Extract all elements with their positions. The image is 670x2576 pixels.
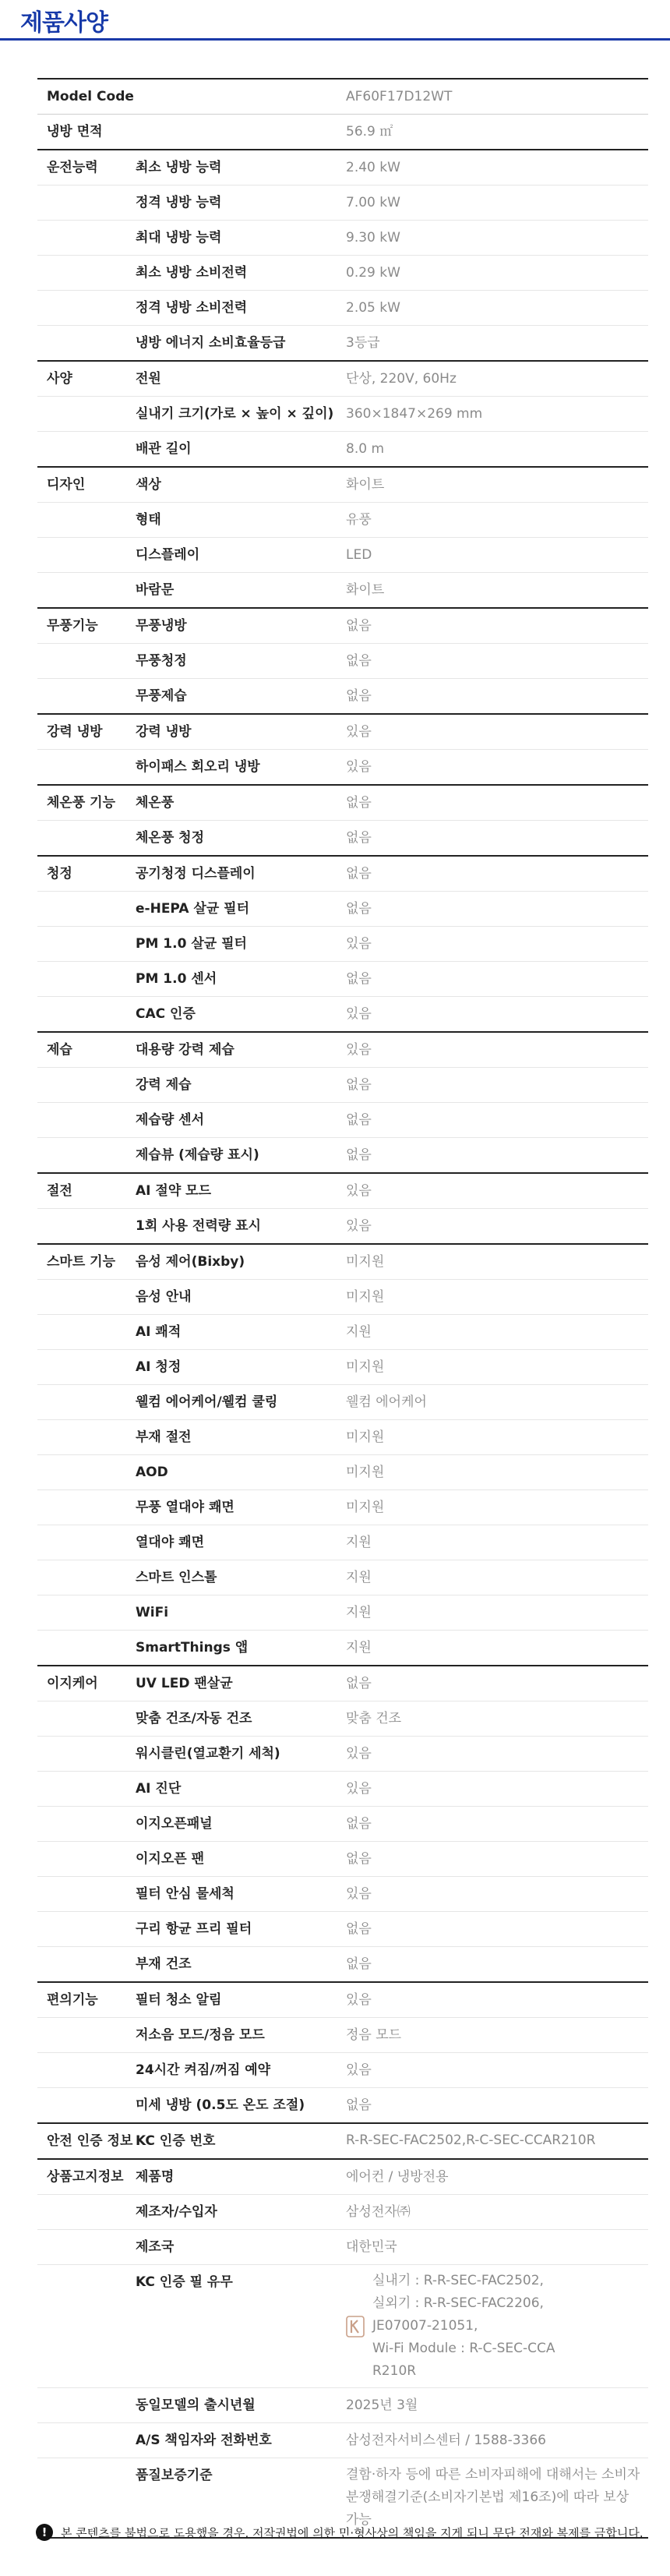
- spec-label: 정격 냉방 소비전력: [136, 300, 248, 316]
- spec-row: [37, 2088, 648, 2122]
- spec-row: [37, 2265, 648, 2388]
- spec-label: KC 인증 필 유무: [136, 2274, 233, 2290]
- spec-row: [37, 1209, 648, 1243]
- spec-row: [37, 1666, 648, 1701]
- spec-label: 1회 사용 전력량 표시: [136, 1218, 261, 1234]
- kc-cert-value: [346, 2265, 648, 2387]
- spec-value: 있음: [346, 936, 372, 952]
- spec-value: 없음: [346, 1851, 372, 1867]
- spec-row: [37, 1033, 648, 1068]
- spec-row: [37, 2018, 648, 2053]
- spec-row: [37, 2160, 648, 2195]
- spec-label: e-HEPA 살균 필터: [136, 901, 250, 917]
- spec-group: [37, 80, 648, 115]
- spec-value: 있음: [346, 1006, 372, 1022]
- spec-label: 무풍 열대야 쾌면: [136, 1500, 235, 1515]
- spec-row: [37, 1174, 648, 1209]
- spec-row: [37, 150, 648, 186]
- spec-row: [37, 857, 648, 892]
- spec-label: 최대 냉방 능력: [136, 230, 222, 246]
- spec-label: 부재 건조: [136, 1956, 192, 1972]
- spec-row: [37, 432, 648, 466]
- spec-row: [37, 1525, 648, 1560]
- spec-value: 없음: [346, 1921, 372, 1937]
- spec-row: [37, 186, 648, 221]
- spec-label: 저소음 모드/정음 모드: [136, 2027, 265, 2043]
- spec-label: 이지오픈 팬: [136, 1851, 205, 1867]
- spec-row: [37, 1560, 648, 1595]
- spec-group-label: 무풍기능: [47, 618, 98, 634]
- spec-label: 바람문: [136, 582, 175, 598]
- spec-group-label: 디자인: [47, 477, 86, 493]
- spec-label: 웰컴 에어케어/웰컴 쿨링: [136, 1394, 278, 1410]
- spec-label: UV LED 팬살균: [136, 1676, 233, 1691]
- spec-row: [37, 927, 648, 962]
- spec-value: R-R-SEC-FAC2502,R-C-SEC-CCAR210R: [346, 2133, 596, 2148]
- spec-group-label: 스마트 기능: [47, 1254, 116, 1270]
- spec-label: CAC 인증: [136, 1006, 196, 1022]
- spec-label: AI 쾌적: [136, 1324, 182, 1340]
- spec-value: 2.40 kW: [346, 160, 400, 175]
- spec-group-label: 안전 인증 정보: [47, 2133, 133, 2149]
- spec-row: [37, 1315, 648, 1350]
- spec-value: 없음: [346, 901, 372, 917]
- spec-label: 냉방 에너지 소비효율등급: [136, 335, 286, 351]
- spec-value: 2.05 kW: [346, 300, 400, 316]
- spec-label: 체온풍 청정: [136, 830, 205, 846]
- spec-value: 에어컨 / 냉방전용: [346, 2169, 449, 2185]
- spec-row: [37, 256, 648, 291]
- spec-row: [37, 715, 648, 750]
- spec-row: [37, 1103, 648, 1138]
- spec-label: KC 인증 번호: [136, 2133, 216, 2149]
- spec-row: [37, 962, 648, 997]
- spec-row: [37, 1455, 648, 1490]
- spec-value: 있음: [346, 1042, 372, 1058]
- spec-row: [37, 1420, 648, 1455]
- spec-row: [37, 2195, 648, 2230]
- spec-label: 배관 길이: [136, 441, 192, 457]
- spec-value: 있음: [346, 1746, 372, 1762]
- spec-group: [37, 1174, 648, 1245]
- spec-row: [37, 1385, 648, 1420]
- spec-label: A/S 책임자와 전화번호: [136, 2433, 272, 2448]
- spec-label: 체온풍: [136, 795, 175, 811]
- spec-value: 없음: [346, 1077, 372, 1093]
- spec-row: [37, 1912, 648, 1947]
- spec-value: 대한민국: [346, 2239, 397, 2255]
- spec-row: [37, 538, 648, 573]
- spec-label: 제습뷰 (제습량 표시): [136, 1147, 259, 1163]
- spec-group: [37, 1033, 648, 1174]
- spec-group: [37, 2160, 648, 2539]
- spec-group: [37, 150, 648, 362]
- spec-value: 없음: [346, 653, 372, 669]
- spec-group-label: 체온풍 기능: [47, 795, 116, 811]
- spec-row: [37, 1947, 648, 1981]
- spec-label: 부재 절전: [136, 1429, 192, 1445]
- spec-group: [37, 468, 648, 609]
- spec-value: 3등급: [346, 335, 380, 351]
- spec-row: [37, 326, 648, 360]
- spec-value: 미지원: [346, 1429, 385, 1445]
- spec-group: [37, 1983, 648, 2124]
- spec-group: [37, 609, 648, 715]
- spec-row: [37, 2423, 648, 2458]
- spec-value: 2025년 3월: [346, 2398, 418, 2413]
- spec-label: 정격 냉방 능력: [136, 195, 222, 210]
- copyright-notice: [36, 2524, 644, 2541]
- spec-value: 지원: [346, 1324, 372, 1340]
- spec-label: AI 진단: [136, 1781, 182, 1797]
- spec-label: 대용량 강력 제습: [136, 1042, 235, 1058]
- spec-group-label: 강력 냉방: [47, 724, 103, 740]
- copyright-notice-text: 본 콘텐츠를 불법으로 도용했을 경우, 저작권법에 의한 민·형사상의 책임을 지게 되니 무단 전재와 복제를 금합니다.: [61, 2525, 644, 2540]
- spec-value: 정음 모드: [346, 2027, 402, 2043]
- spec-value: 없음: [346, 1676, 372, 1691]
- spec-value: 있음: [346, 2062, 372, 2078]
- exclamation-icon: !: [36, 2524, 53, 2541]
- spec-row: [37, 644, 648, 679]
- spec-row: [37, 1701, 648, 1737]
- spec-value: LED: [346, 547, 372, 563]
- spec-label: 강력 냉방: [136, 724, 192, 740]
- spec-value: 단상, 220V, 60Hz: [346, 371, 457, 387]
- spec-label: 형태: [136, 512, 161, 528]
- spec-label: 무풍냉방: [136, 618, 187, 634]
- spec-label: 동일모델의 출시년월: [136, 2398, 256, 2413]
- spec-value: 9.30 kW: [346, 230, 400, 246]
- spec-value: 미지원: [346, 1465, 385, 1480]
- spec-label: 전원: [136, 371, 161, 387]
- spec-row: [37, 468, 648, 503]
- spec-group-label: 이지케어: [47, 1676, 98, 1691]
- spec-label: 열대야 쾌면: [136, 1535, 205, 1550]
- spec-value: 지원: [346, 1570, 372, 1585]
- spec-value: 없음: [346, 2097, 372, 2113]
- spec-value: 유풍: [346, 512, 372, 528]
- kc-mark-icon: [346, 2316, 365, 2337]
- spec-label: 디스플레이: [136, 547, 200, 563]
- spec-row: [37, 1842, 648, 1877]
- spec-row: [37, 1350, 648, 1385]
- spec-group: [37, 2124, 648, 2160]
- spec-label: 제조국: [136, 2239, 175, 2255]
- spec-label: 무풍청정: [136, 653, 187, 669]
- spec-group-label: 청정: [47, 866, 72, 882]
- spec-value: 미지원: [346, 1289, 385, 1305]
- spec-row: [37, 997, 648, 1031]
- spec-row: [37, 1490, 648, 1525]
- spec-value: 없음: [346, 1112, 372, 1128]
- spec-label: 제조자/수입자: [136, 2204, 217, 2220]
- kc-cert-line: 실내기 : R-R-SEC-FAC2502,: [372, 2273, 544, 2288]
- spec-row: [37, 503, 648, 538]
- spec-label: AI 청정: [136, 1359, 182, 1375]
- spec-row: [37, 821, 648, 855]
- spec-group-label: 사양: [47, 371, 72, 387]
- spec-label: 실내기 크기(가로 × 높이 × 깊이): [136, 406, 334, 422]
- spec-group-label: 절전: [47, 1183, 72, 1199]
- spec-label: 필터 청소 알림: [136, 1992, 222, 2008]
- spec-row: [37, 786, 648, 821]
- spec-label: 무풍제습: [136, 688, 187, 704]
- spec-row: [37, 1983, 648, 2018]
- spec-table: [37, 78, 648, 2539]
- spec-group-label: 편의기능: [47, 1992, 98, 2008]
- spec-label: PM 1.0 센서: [136, 971, 217, 987]
- spec-row: [37, 2230, 648, 2265]
- kc-cert-line: 실외기 : R-R-SEC-FAC2206,: [372, 2295, 544, 2311]
- spec-label: 공기청정 디스플레이: [136, 866, 256, 882]
- spec-value: 있음: [346, 1886, 372, 1902]
- spec-label: 하이패스 회오리 냉방: [136, 759, 260, 775]
- spec-value: 있음: [346, 759, 372, 775]
- spec-label: AOD: [136, 1465, 168, 1480]
- spec-value: 웰컴 에어케어: [346, 1394, 427, 1410]
- spec-value: 7.00 kW: [346, 195, 400, 210]
- spec-label: AI 절약 모드: [136, 1183, 212, 1199]
- kc-cert-lines: [368, 2270, 555, 2383]
- spec-group: [37, 1245, 648, 1666]
- spec-row: [37, 1068, 648, 1103]
- spec-row: [37, 1772, 648, 1807]
- spec-value: 있음: [346, 724, 372, 740]
- spec-label: 제습량 센서: [136, 1112, 205, 1128]
- spec-label: Model Code: [47, 89, 134, 104]
- spec-value: AF60F17D12WT: [346, 89, 453, 104]
- spec-row: [37, 1737, 648, 1772]
- spec-value: 있음: [346, 1183, 372, 1199]
- spec-label: 냉방 면적: [47, 124, 103, 140]
- spec-label: SmartThings 앱: [136, 1640, 249, 1655]
- spec-group: [37, 362, 648, 468]
- spec-value: 있음: [346, 1992, 372, 2008]
- spec-row: [37, 1595, 648, 1631]
- spec-group-label: 운전능력: [47, 160, 98, 175]
- spec-row: [37, 2388, 648, 2423]
- spec-value: 0.29 kW: [346, 265, 400, 281]
- page-header: [0, 0, 670, 41]
- spec-label: 구리 항균 프리 필터: [136, 1921, 252, 1937]
- spec-value: 삼성전자㈜: [346, 2204, 411, 2220]
- spec-row: [37, 609, 648, 644]
- spec-label: 음성 제어(Bixby): [136, 1254, 245, 1270]
- spec-value: 있음: [346, 1218, 372, 1234]
- kc-cert-line: JE07007-21051,: [372, 2318, 478, 2334]
- spec-row: [37, 1245, 648, 1280]
- spec-label: 음성 안내: [136, 1289, 192, 1305]
- spec-row: [37, 573, 648, 607]
- spec-label: 24시간 켜짐/꺼짐 예약: [136, 2062, 271, 2078]
- spec-value: 삼성전자서비스센터 / 1588-3366: [346, 2433, 546, 2448]
- spec-value: 없음: [346, 618, 372, 634]
- spec-value: 있음: [346, 1781, 372, 1797]
- spec-row: [37, 291, 648, 326]
- spec-row: [37, 362, 648, 397]
- spec-value: 지원: [346, 1640, 372, 1655]
- spec-group: [37, 715, 648, 786]
- spec-row: [37, 1280, 648, 1315]
- spec-value: 미지원: [346, 1359, 385, 1375]
- spec-row: [37, 2053, 648, 2088]
- spec-group: [37, 115, 648, 150]
- spec-label: 워시클린(열교환기 세척): [136, 1746, 280, 1762]
- spec-label: 미세 냉방 (0.5도 온도 조절): [136, 2097, 305, 2113]
- spec-label: 최소 냉방 능력: [136, 160, 222, 175]
- spec-value: 화이트: [346, 477, 385, 493]
- spec-row: [37, 1138, 648, 1172]
- spec-value: 화이트: [346, 582, 385, 598]
- spec-row: [37, 221, 648, 256]
- spec-row: [37, 892, 648, 927]
- spec-row: [37, 1631, 648, 1665]
- spec-value: 56.9 ㎡: [346, 124, 393, 140]
- spec-row: [37, 1877, 648, 1912]
- spec-row: [37, 397, 648, 432]
- spec-value: 미지원: [346, 1500, 385, 1515]
- spec-value: 맞춤 건조: [346, 1711, 402, 1726]
- spec-value: 없음: [346, 1956, 372, 1972]
- spec-value: 360×1847×269 mm: [346, 406, 483, 422]
- kc-cert-line: Wi-Fi Module : R-C-SEC-CCA: [372, 2341, 555, 2356]
- spec-row: [37, 679, 648, 713]
- spec-value: 없음: [346, 1816, 372, 1832]
- spec-value: 없음: [346, 866, 372, 882]
- spec-value: 8.0 m: [346, 441, 384, 457]
- spec-value: 없음: [346, 971, 372, 987]
- spec-group: [37, 1666, 648, 1983]
- spec-group-label: 제습: [47, 1042, 72, 1058]
- spec-label: 강력 제습: [136, 1077, 192, 1093]
- spec-label: 최소 냉방 소비전력: [136, 265, 248, 281]
- spec-label: 이지오픈패널: [136, 1816, 213, 1832]
- spec-row: [37, 80, 648, 114]
- page-title: 제품사양: [20, 9, 108, 37]
- spec-row: [37, 750, 648, 784]
- spec-row: [37, 1807, 648, 1842]
- kc-cert-line: R210R: [372, 2363, 417, 2379]
- spec-label: 품질보증기준: [136, 2468, 213, 2483]
- spec-group: [37, 857, 648, 1033]
- spec-label: 필터 안심 물세척: [136, 1886, 235, 1902]
- spec-label: 제품명: [136, 2169, 175, 2185]
- spec-value: 없음: [346, 1147, 372, 1163]
- spec-group: [37, 786, 648, 857]
- spec-label: 색상: [136, 477, 161, 493]
- spec-value: 미지원: [346, 1254, 385, 1270]
- spec-label: WiFi: [136, 1605, 169, 1620]
- spec-value: 결함·하자 등에 따른 소비자피해에 대해서는 소비자분쟁해결기준(소비자기본법 제16조)에 따라 보상가능: [346, 2467, 640, 2528]
- spec-label: PM 1.0 살균 필터: [136, 936, 247, 952]
- spec-label: 스마트 인스톨: [136, 1570, 217, 1585]
- spec-value: 없음: [346, 795, 372, 811]
- spec-value: 지원: [346, 1605, 372, 1620]
- spec-row: [37, 115, 648, 149]
- spec-group-label: 상품고지정보: [47, 2169, 124, 2185]
- spec-value: 지원: [346, 1535, 372, 1550]
- spec-value: 없음: [346, 688, 372, 704]
- spec-value: 없음: [346, 830, 372, 846]
- spec-label: 맞춤 건조/자동 건조: [136, 1711, 252, 1726]
